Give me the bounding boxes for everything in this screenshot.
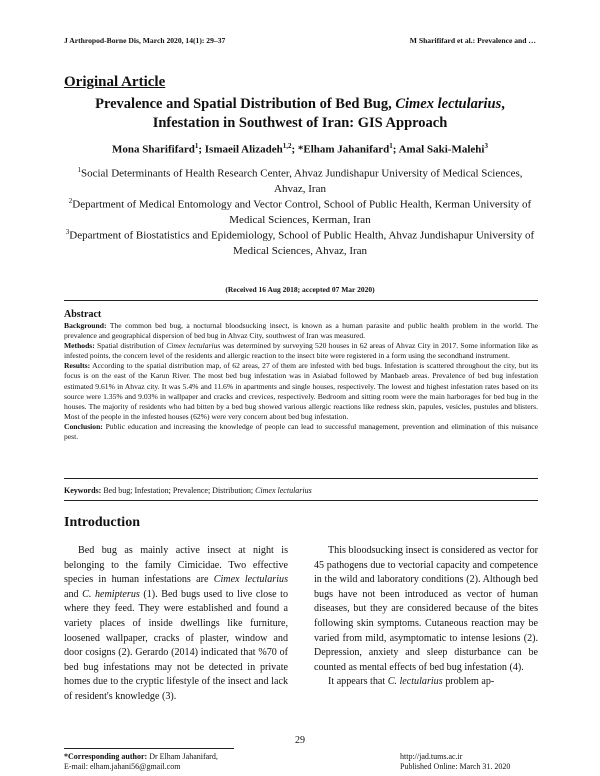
title-species: Cimex lectularius xyxy=(395,96,502,112)
keywords-text: Bed bug; Infestation; Prevalence; Distribution; xyxy=(103,486,256,495)
author-4-affil: 3 xyxy=(484,142,488,150)
paper-title xyxy=(64,95,536,133)
received-dates: (Received 16 Aug 2018; accepted 07 Mar 2020) xyxy=(225,285,375,294)
running-header-left: J Arthropod-Borne Dis, March 2020, 14(1): 29–37 xyxy=(64,36,226,45)
intro-species-2: C. hemipterus xyxy=(82,588,140,600)
affiliation-1-text: Social Determinants of Health Research Center, Ahvaz Jundishapur University of Medical Sciences, Ahvaz, Iran xyxy=(80,167,523,196)
keywords-rule xyxy=(64,500,538,501)
methods-species: Cimex lectularius xyxy=(166,341,221,351)
abstract-background xyxy=(64,321,538,341)
affiliation-1 xyxy=(64,163,536,198)
intro-left-text-3: (1). Bed bugs used to live close to where they feed. They were established and found a variety places of inside dwellings like furniture, loosened wallpaper, cracks of plaster, window and door cosigns (2). Gerardo (2014) indicated that %70 of bed bug infestations may not be detected in private homes due to the cryptic lifestyle of the insect and lack of resident's knowledge (3). xyxy=(64,588,288,702)
affiliation-2 xyxy=(64,194,536,229)
methods-text-post: was determined by surveying 520 houses in 62 areas of Ahvaz City in 2017. Some information like as infested points, the concern level of the residents and allergic reaction to the insect bite were registered in a form using the secondhand instrument. xyxy=(64,341,538,361)
affiliation-3-text: Department of Biostatistics and Epidemiology, School of Public Health, Ahvaz Jundishapur University of Medical Sciences, Ahvaz, Iran xyxy=(69,229,535,258)
corresponding-label: *Corresponding author: xyxy=(64,752,148,761)
intro-species-1: Cimex lectularius xyxy=(213,574,288,586)
affiliation-2-num: 2 xyxy=(68,197,73,205)
background-text: The common bed bug, a nocturnal bloodsucking insect, is known as a human parasite and public health problem in the world. The prevalence and geographical dispersion of bed bug in Ahvaz City, southwest of Iran was measured. xyxy=(64,321,538,341)
abstract-conclusion xyxy=(64,422,538,442)
published-date: Published Online: March 31. 2020 xyxy=(400,762,511,771)
intro-right-paragraph-1: This bloodsucking insect is considered as vector for 45 pathogens due to vectorial capacity and competence in the wild and laboratory conditions (2). Although bed bugs have not been introduced as vector of human diseases, but they are considered because of the bites following skin symptoms. Cutaneous reaction may be varied from mild, asymptomatic to intense lesions (2). Depression, anxiety and sleep disturbance can be counted as mental effects of bed bug infestation (4). xyxy=(314,545,538,673)
author-2: Ismaeil Alizadeh xyxy=(204,143,283,156)
author-3-affil: 1 xyxy=(389,142,393,150)
intro-right-column xyxy=(314,544,538,690)
corresponding-author xyxy=(64,752,218,772)
author-3: *Elham Jahanifard xyxy=(297,143,390,156)
abstract-body xyxy=(64,321,538,442)
intro-left-paragraph xyxy=(64,544,288,705)
intro-left-column xyxy=(64,544,288,705)
conclusion-text: Public education and increasing the knowledge of people can lead to successful management, prevention and elimination of this nuisance pest. xyxy=(64,421,538,442)
intro-species-3: C. lectularius xyxy=(387,676,443,688)
author-4: Amal Saki-Malehi xyxy=(398,143,485,156)
abstract-results xyxy=(64,361,538,422)
article-type: Original Article xyxy=(64,74,166,90)
intro-left-text-1: Bed bug as mainly active insect at night is belonging to the family Cimicidae. Two effective species in human infestations are xyxy=(64,545,288,586)
abstract-methods xyxy=(64,341,538,361)
methods-text-pre: Spatial distribution of xyxy=(97,341,167,351)
affiliation-1-num: 1 xyxy=(77,166,81,174)
author-1: Mona Sharififard xyxy=(112,143,195,156)
keywords xyxy=(64,486,312,495)
author-1-affil: 1 xyxy=(194,142,199,150)
intro-right-text-1: It appears that xyxy=(328,676,388,688)
introduction-heading: Introduction xyxy=(64,515,140,530)
author-list: Mona Sharififard$^1$; Ismaeil Alizadeh$^{1,2}$; *Elham Jahanifard$^1$; Amal Saki-Malehi$^3$ xyxy=(112,142,488,156)
conclusion-label: Conclusion: xyxy=(64,421,103,431)
affiliation-3 xyxy=(64,225,536,260)
results-label: Results: xyxy=(64,361,91,371)
running-header-right: M Sharififard et al.: Prevalence and … xyxy=(409,36,536,45)
affiliation-2-text: Department of Medical Entomology and Vector Control, School of Public Health, Kerman University of Medical Sciences, Kerman, Iran xyxy=(72,198,532,227)
keywords-label: Keywords: xyxy=(64,486,102,495)
results-text: According to the spatial distribution map, of 62 areas, 27 of them are infested with bed bugs. Infestation is scattered throughout the city, but its focus is on the east of the Karun River. The most bed bug infestation was in Asiabad followed by Manbaeb areas. Prevalence of bed bug infestation estimated 9.61% in Ahvaz city. It was 5.4% and 11.6% in apartments and single houses, respectively. The lowest and highest infestation rates based on its source were 1.35% and 9.03% in wallpaper and cracks and crevices, respectively. Bedroom and sitting room were the main harborages for bed bug in the houses. The majority of residents who had bitten by a bed bug showed various allergic reactions like redness skin, papules, vesicles, pustules and blisters. Most of the people in the infested houses (62%) were very concern about bed bug infestation. xyxy=(64,361,539,421)
abstract-bottom-rule xyxy=(64,478,538,479)
footnote-rule xyxy=(64,748,234,749)
intro-right-paragraph-2 xyxy=(314,675,538,690)
corresponding-line xyxy=(64,752,218,762)
journal-url[interactable]: http://jad.tums.ac.ir xyxy=(400,752,463,761)
corresponding-email[interactable]: E-mail: elham.jahani56@gmail.com xyxy=(64,762,181,771)
intro-left-text-2: and xyxy=(64,588,83,600)
abstract-top-rule xyxy=(64,300,538,301)
background-label: Background: xyxy=(64,321,107,330)
intro-right-text-2: problem ap- xyxy=(442,676,495,688)
abstract-heading: Abstract xyxy=(64,309,102,320)
keywords-species: Cimex lectularius xyxy=(255,486,312,495)
author-2-affil: 1,2 xyxy=(282,142,292,150)
journal-info xyxy=(400,752,510,772)
page-number: 29 xyxy=(295,735,305,746)
title-part2: , Infestation in Southwest of Iran: GIS Approach xyxy=(152,96,505,131)
title-part1: Prevalence and Spatial Distribution of Bed Bug, xyxy=(95,96,396,112)
methods-label: Methods: xyxy=(64,341,95,351)
corresponding-name: Dr Elham Jahanifard, xyxy=(147,752,218,761)
affiliation-3-num: 3 xyxy=(65,228,70,236)
